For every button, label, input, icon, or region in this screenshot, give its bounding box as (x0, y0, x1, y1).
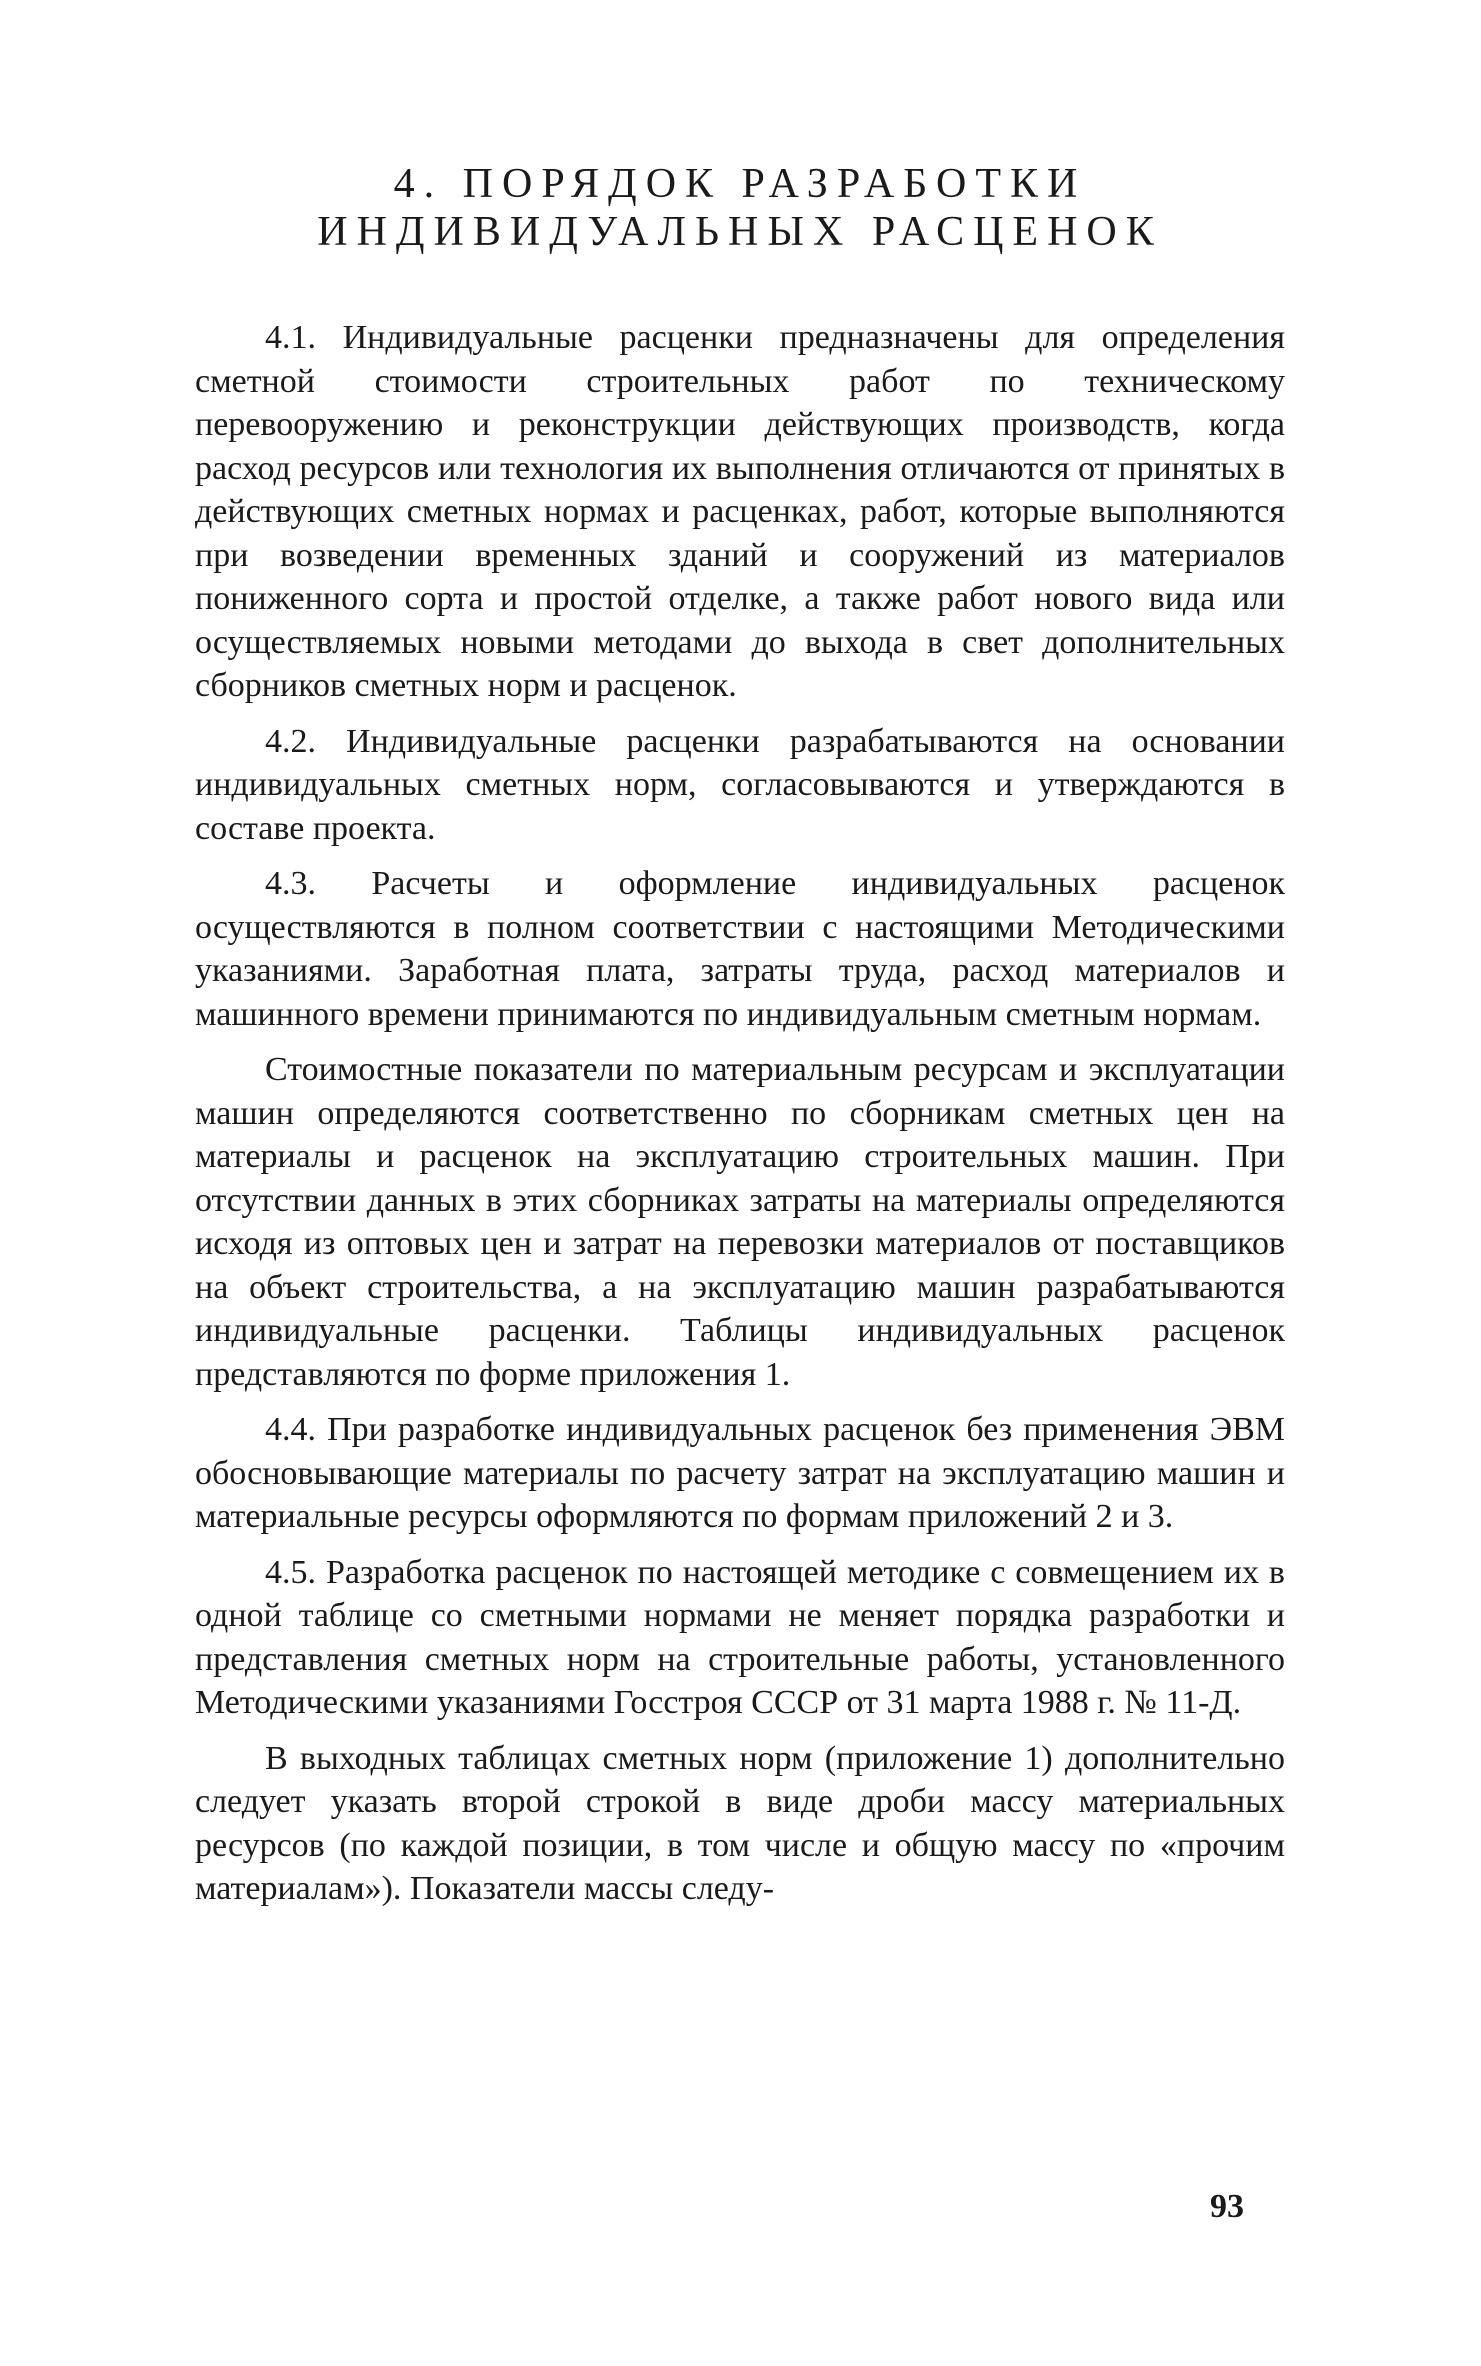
paragraph-output-tables: В выходных таблицах сметных норм (приложение 1) дополнительно следует указать второй строкой в виде дроби массу материальных ресурсов (по каждой позиции, в том числе и общую массу по «прочим материалам»). Показатели массы следу- (195, 1739, 1285, 1907)
heading-line-2: ИНДИВИДУАЛЬНЫХ РАСЦЕНОК (317, 209, 1163, 255)
section-heading (195, 160, 1285, 256)
page-number: 93 (1210, 2188, 1244, 2225)
paragraph-4-2: 4.2. Индивидуальные расценки разрабатываются на основании индивидуальных сметных норм, согласовываются и утверждаются в составе проекта. (195, 722, 1285, 847)
paragraph-4-4: 4.4. При разработке индивидуальных расценок без применения ЭВМ обосновывающие материалы по расчету затрат на эксплуатацию машин и материальные ресурсы оформляются по формам приложений 2 и 3. (195, 1411, 1285, 1535)
paragraph-4-3: 4.3. Расчеты и оформление индивидуальных расценок осуществляются в полном соответствии с настоящими Методическими указаниями. Заработная плата, затраты труда, расход материалов и машинного времени принимаются по индивидуальным сметным нормам. (195, 865, 1285, 1033)
paragraph-4-1: 4.1. Индивидуальные расценки предназначены для определения сметной стоимости строительных работ по техническому перевооружению и реконструкции действующих производств, когда расход ресурсов или технология их выполнения отличаются от принятых в действующих сметных нормах и расценках, работ, которые выполняются при возведении временных зданий и сооружений из материалов пониженного сорта и простой отделке, а также работ нового вида или осуществляемых новыми методами до выхода в свет дополнительных сборников сметных норм и расценок. (195, 319, 1285, 704)
document-page (195, 160, 1285, 1923)
paragraph-cost-indicators: Стоимостные показатели по материальным ресурсам и эксплуатации машин определяются соответственно по сборникам сметных цен на материалы и расценок на эксплуатацию строительных машин. При отсутствии данных в этих сборниках затраты на материалы определяются исходя из оптовых цен и затрат на перевозки материалов от поставщиков на объект строительства, а на эксплуатацию машин разрабатываются индивидуальные расценки. Таблицы индивидуальных расценок представляются по форме приложения 1. (195, 1051, 1285, 1393)
heading-line-1: 4. ПОРЯДОК РАЗРАБОТКИ (393, 161, 1087, 207)
paragraph-4-5: 4.5. Разработка расценок по настоящей методике с совмещением их в одной таблице со сметными нормами не меняет порядка разработки и представления сметных норм на строительные работы, установленного Методическими указаниями Госстроя СССР от 31 марта 1988 г. № 11-Д. (195, 1553, 1285, 1721)
